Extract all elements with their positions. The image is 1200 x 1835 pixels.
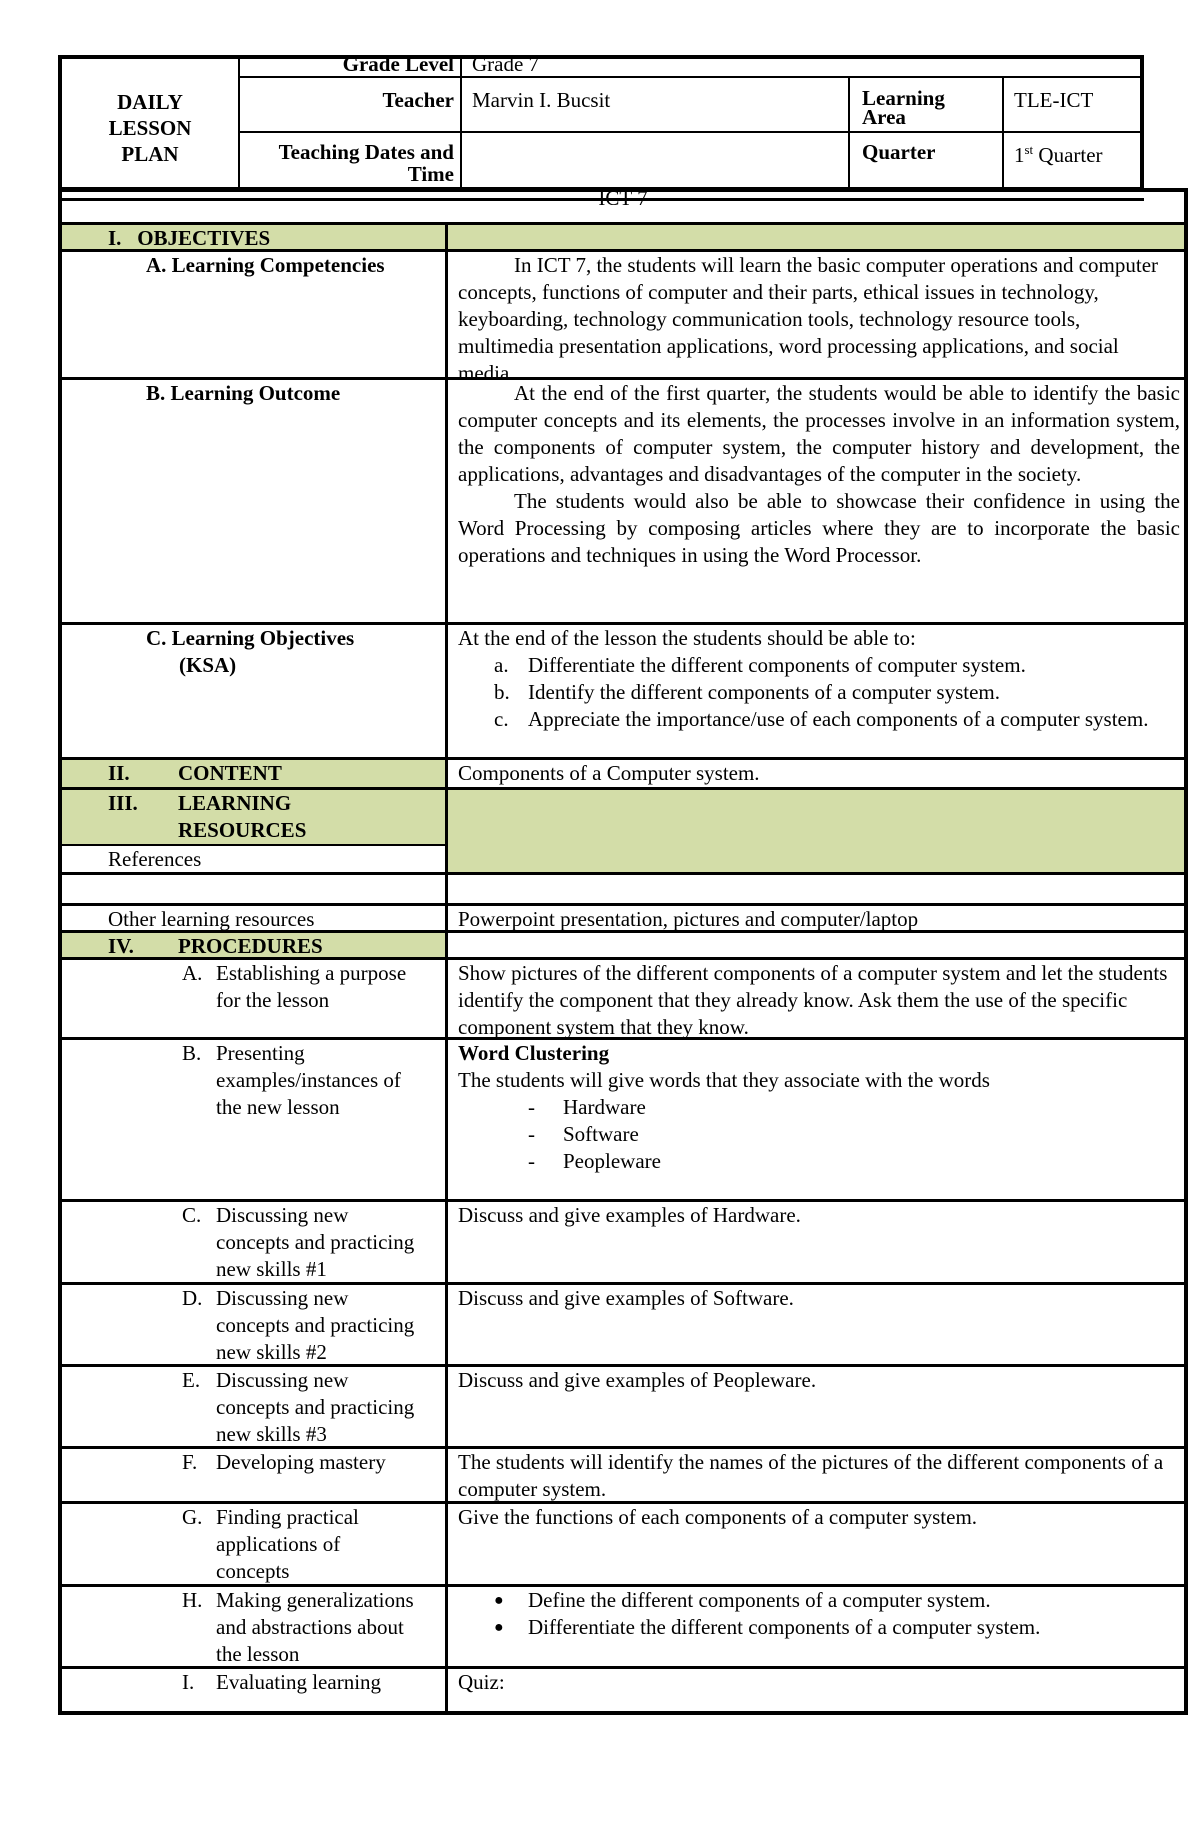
procedure-e-label <box>182 1367 414 1448</box>
competencies-text <box>448 252 1184 385</box>
procedure-label-text <box>216 1504 359 1585</box>
procedure-label-text <box>216 960 406 1014</box>
procedure-label-text: Evaluating learning <box>216 1670 382 1694</box>
procedure-key: E. <box>182 1368 201 1392</box>
list-item <box>458 652 1180 679</box>
label-line: Discussing new <box>216 1286 349 1310</box>
list-item <box>458 1094 1180 1121</box>
teacher-label: Teacher <box>382 88 454 112</box>
objectives-row <box>62 222 1184 249</box>
procedure-label-text: Developing mastery <box>216 1450 386 1474</box>
quarter-number: 1 <box>1014 143 1025 167</box>
outcome-paragraph-1: At the end of the first quarter, the students would be able to identify the basic computer concepts and its elements, the processes involve in an information system, the components of computer system, the computer history and development, the applications, advantages and disadvantages of the computer in the society. <box>458 381 1180 486</box>
procedure-a-row <box>62 957 1184 1037</box>
procedure-g-label <box>182 1504 359 1585</box>
resources-row <box>62 787 1184 872</box>
label-line: Discussing new <box>216 1368 349 1392</box>
procedure-label-text <box>216 1040 401 1121</box>
ksa-label <box>146 625 354 679</box>
list-text: Differentiate the different components of computer system. <box>528 653 1026 677</box>
procedure-key: A. <box>182 961 203 985</box>
procedure-key: D. <box>182 1286 203 1310</box>
competencies-body: In ICT 7, the students will learn the basic computer operations and computer concepts, functions of computer and their parts, ethical issues in technology, keyboarding, technology communication tools, technology resource tools, multimedia presentation applications, word processing applications, and social media. <box>458 253 1159 385</box>
objectives-heading-num: I. <box>108 226 122 250</box>
procedure-i-label <box>182 1669 381 1696</box>
procedures-heading <box>62 933 448 957</box>
plan-title-line: LESSON <box>108 116 192 140</box>
competencies-label: A. Learning Competencies <box>146 253 385 277</box>
outcome-row <box>62 377 1184 622</box>
procedure-a-label <box>182 960 406 1014</box>
procedure-label-text <box>216 1285 414 1366</box>
list-text: Differentiate the different components of a computer system. <box>528 1615 1041 1639</box>
quarter-value <box>1014 139 1139 166</box>
procedure-c-text: Discuss and give examples of Hardware. <box>458 1203 801 1227</box>
generalization-list <box>458 1587 1180 1641</box>
teaching-dates-label: Teaching Dates and Time <box>278 140 454 186</box>
procedure-d-text: Discuss and give examples of Software. <box>458 1286 794 1310</box>
content-heading-text: CONTENT <box>178 761 282 785</box>
bullet-icon: ● <box>494 1592 504 1609</box>
procedures-row <box>62 930 1184 957</box>
plan-title-line: PLAN <box>121 142 179 166</box>
resources-heading-num: III. <box>108 791 138 815</box>
content-heading <box>62 760 448 787</box>
grade-level-label: Grade Level <box>342 52 454 76</box>
label-line: examples/instances of <box>216 1068 401 1092</box>
procedure-key: G. <box>182 1505 203 1529</box>
label-line: concepts and practicing <box>216 1313 415 1337</box>
procedure-g-text: Give the functions of each components of a computer system. <box>458 1505 978 1529</box>
outcome-paragraph-2: The students would also be able to showcase their confidence in using the Word Processing by composing articles where they are to incorporate the basic operations and techniques in using the Word Processor. <box>458 489 1180 567</box>
references-label: References <box>62 844 445 872</box>
procedure-e-row <box>62 1364 1184 1446</box>
list-item <box>458 1148 1180 1175</box>
list-marker: a. <box>494 653 509 677</box>
label-line: for the lesson <box>216 988 330 1012</box>
procedure-c-row <box>62 1199 1184 1282</box>
procedure-d-row <box>62 1282 1184 1364</box>
label-line: Establishing a purpose <box>216 961 407 985</box>
procedure-g-row <box>62 1501 1184 1584</box>
label-line: applications of <box>216 1532 341 1556</box>
procedures-heading-text: PROCEDURES <box>178 934 323 958</box>
procedure-b-row <box>62 1037 1184 1199</box>
label-line: new skills #2 <box>216 1340 327 1364</box>
procedure-e-text: Discuss and give examples of Peopleware. <box>458 1368 817 1392</box>
list-marker: - <box>528 1149 535 1173</box>
grade-level-value: Grade 7 <box>472 52 540 76</box>
label-line: concepts <box>216 1559 290 1583</box>
procedure-label-text <box>216 1202 414 1283</box>
resources-heading-line-2: RESOURCES <box>178 818 307 842</box>
word-clustering-title: Word Clustering <box>458 1041 610 1065</box>
label-line: new skills #1 <box>216 1257 327 1281</box>
label-line: Finding practical <box>216 1505 359 1529</box>
label-line: Presenting <box>216 1041 305 1065</box>
word-clustering-intro: The students will give words that they associate with the words <box>458 1068 990 1092</box>
procedure-f-row <box>62 1446 1184 1501</box>
label-line: concepts and practicing <box>216 1395 415 1419</box>
subject-caption: ICT 7 <box>598 186 648 210</box>
bullet-icon: ● <box>494 1619 504 1636</box>
resources-heading-text <box>178 790 306 844</box>
competencies-row <box>62 249 1184 385</box>
procedure-f-label <box>182 1449 386 1476</box>
procedure-i-row <box>62 1666 1184 1711</box>
list-text: Identify the different components of a computer system. <box>528 680 1000 704</box>
objectives-heading-text: OBJECTIVES <box>137 226 271 250</box>
teacher-value: Marvin I. Bucsit <box>472 88 611 112</box>
ksa-label-line-2: (KSA) <box>179 653 237 677</box>
quarter-suffix: st <box>1024 142 1034 157</box>
procedures-heading-num: IV. <box>108 934 134 958</box>
list-text: Define the different components of a computer system. <box>528 1588 991 1612</box>
procedure-b-content <box>448 1040 1184 1199</box>
ksa-content <box>448 625 1184 757</box>
list-item <box>458 1121 1180 1148</box>
content-value: Components of a Computer system. <box>448 760 1184 787</box>
procedure-f-text: The students will identify the names of the pictures of the different components of a computer system. <box>458 1450 1164 1501</box>
procedure-i-text: Quiz: <box>458 1670 505 1694</box>
outcome-label: B. Learning Outcome <box>146 381 341 405</box>
label-line: the lesson <box>216 1642 300 1666</box>
quarter-label: Quarter <box>862 140 936 164</box>
procedure-label-text <box>216 1367 414 1448</box>
list-item <box>458 679 1180 706</box>
label-line: new skills #3 <box>216 1422 327 1446</box>
list-text: Software <box>563 1122 639 1146</box>
plan-title-line: DAILY <box>117 90 183 114</box>
objectives-heading <box>62 225 448 249</box>
procedure-h-row <box>62 1584 1184 1666</box>
procedure-c-label <box>182 1202 414 1283</box>
content-heading-num: II. <box>108 761 130 785</box>
resources-heading-line-1: LEARNING <box>178 791 292 815</box>
list-item <box>458 1587 1180 1614</box>
list-marker: c. <box>494 707 509 731</box>
resources-heading <box>62 790 445 844</box>
label-line: Making generalizations <box>216 1588 414 1612</box>
label-line: the new lesson <box>216 1095 340 1119</box>
other-resources-label: Other learning resources <box>62 906 448 930</box>
ksa-intro: At the end of the lesson the students should be able to: <box>458 626 916 650</box>
quarter-word: Quarter <box>1033 143 1103 167</box>
list-text: Hardware <box>563 1095 646 1119</box>
learning-area-value: TLE-ICT <box>1014 88 1094 112</box>
main-table <box>58 188 1188 1715</box>
list-item <box>458 706 1180 733</box>
learning-area-label: Learning Area <box>862 86 945 129</box>
ksa-label-line-1: C. Learning Objectives <box>146 626 355 650</box>
ksa-list <box>458 652 1180 733</box>
procedure-key: F. <box>182 1450 198 1474</box>
header-table <box>58 52 1144 191</box>
procedure-key: B. <box>182 1041 202 1065</box>
procedure-b-label <box>182 1040 401 1121</box>
list-marker: - <box>528 1095 535 1119</box>
content-row <box>62 757 1184 787</box>
list-marker: - <box>528 1122 535 1146</box>
ksa-row <box>62 622 1184 757</box>
procedure-label-text <box>216 1587 414 1668</box>
word-clustering-list <box>458 1094 1180 1175</box>
procedure-key: I. <box>182 1670 195 1694</box>
list-item <box>458 1614 1180 1641</box>
list-text: Appreciate the importance/use of each components of a computer system. <box>528 707 1149 731</box>
other-resources-row <box>62 903 1184 930</box>
label-line: Discussing new <box>216 1203 349 1227</box>
procedure-d-label <box>182 1285 414 1366</box>
procedure-key: H. <box>182 1588 203 1612</box>
outcome-text <box>448 380 1184 622</box>
label-line: and abstractions about <box>216 1615 404 1639</box>
list-marker: b. <box>494 680 510 704</box>
other-resources-value: Powerpoint presentation, pictures and computer/laptop <box>458 907 919 931</box>
blank-row <box>62 872 1184 903</box>
procedure-a-text: Show pictures of the different components of a computer system and let the students identify the component that they already know. Ask them the use of the specific component system that they know. <box>458 961 1168 1039</box>
plan-title <box>62 89 238 167</box>
procedure-h-content <box>448 1587 1184 1666</box>
references-value <box>448 790 1184 872</box>
procedure-h-label <box>182 1587 414 1668</box>
label-line: concepts and practicing <box>216 1230 415 1254</box>
list-text: Peopleware <box>563 1149 661 1173</box>
procedure-key: C. <box>182 1203 202 1227</box>
